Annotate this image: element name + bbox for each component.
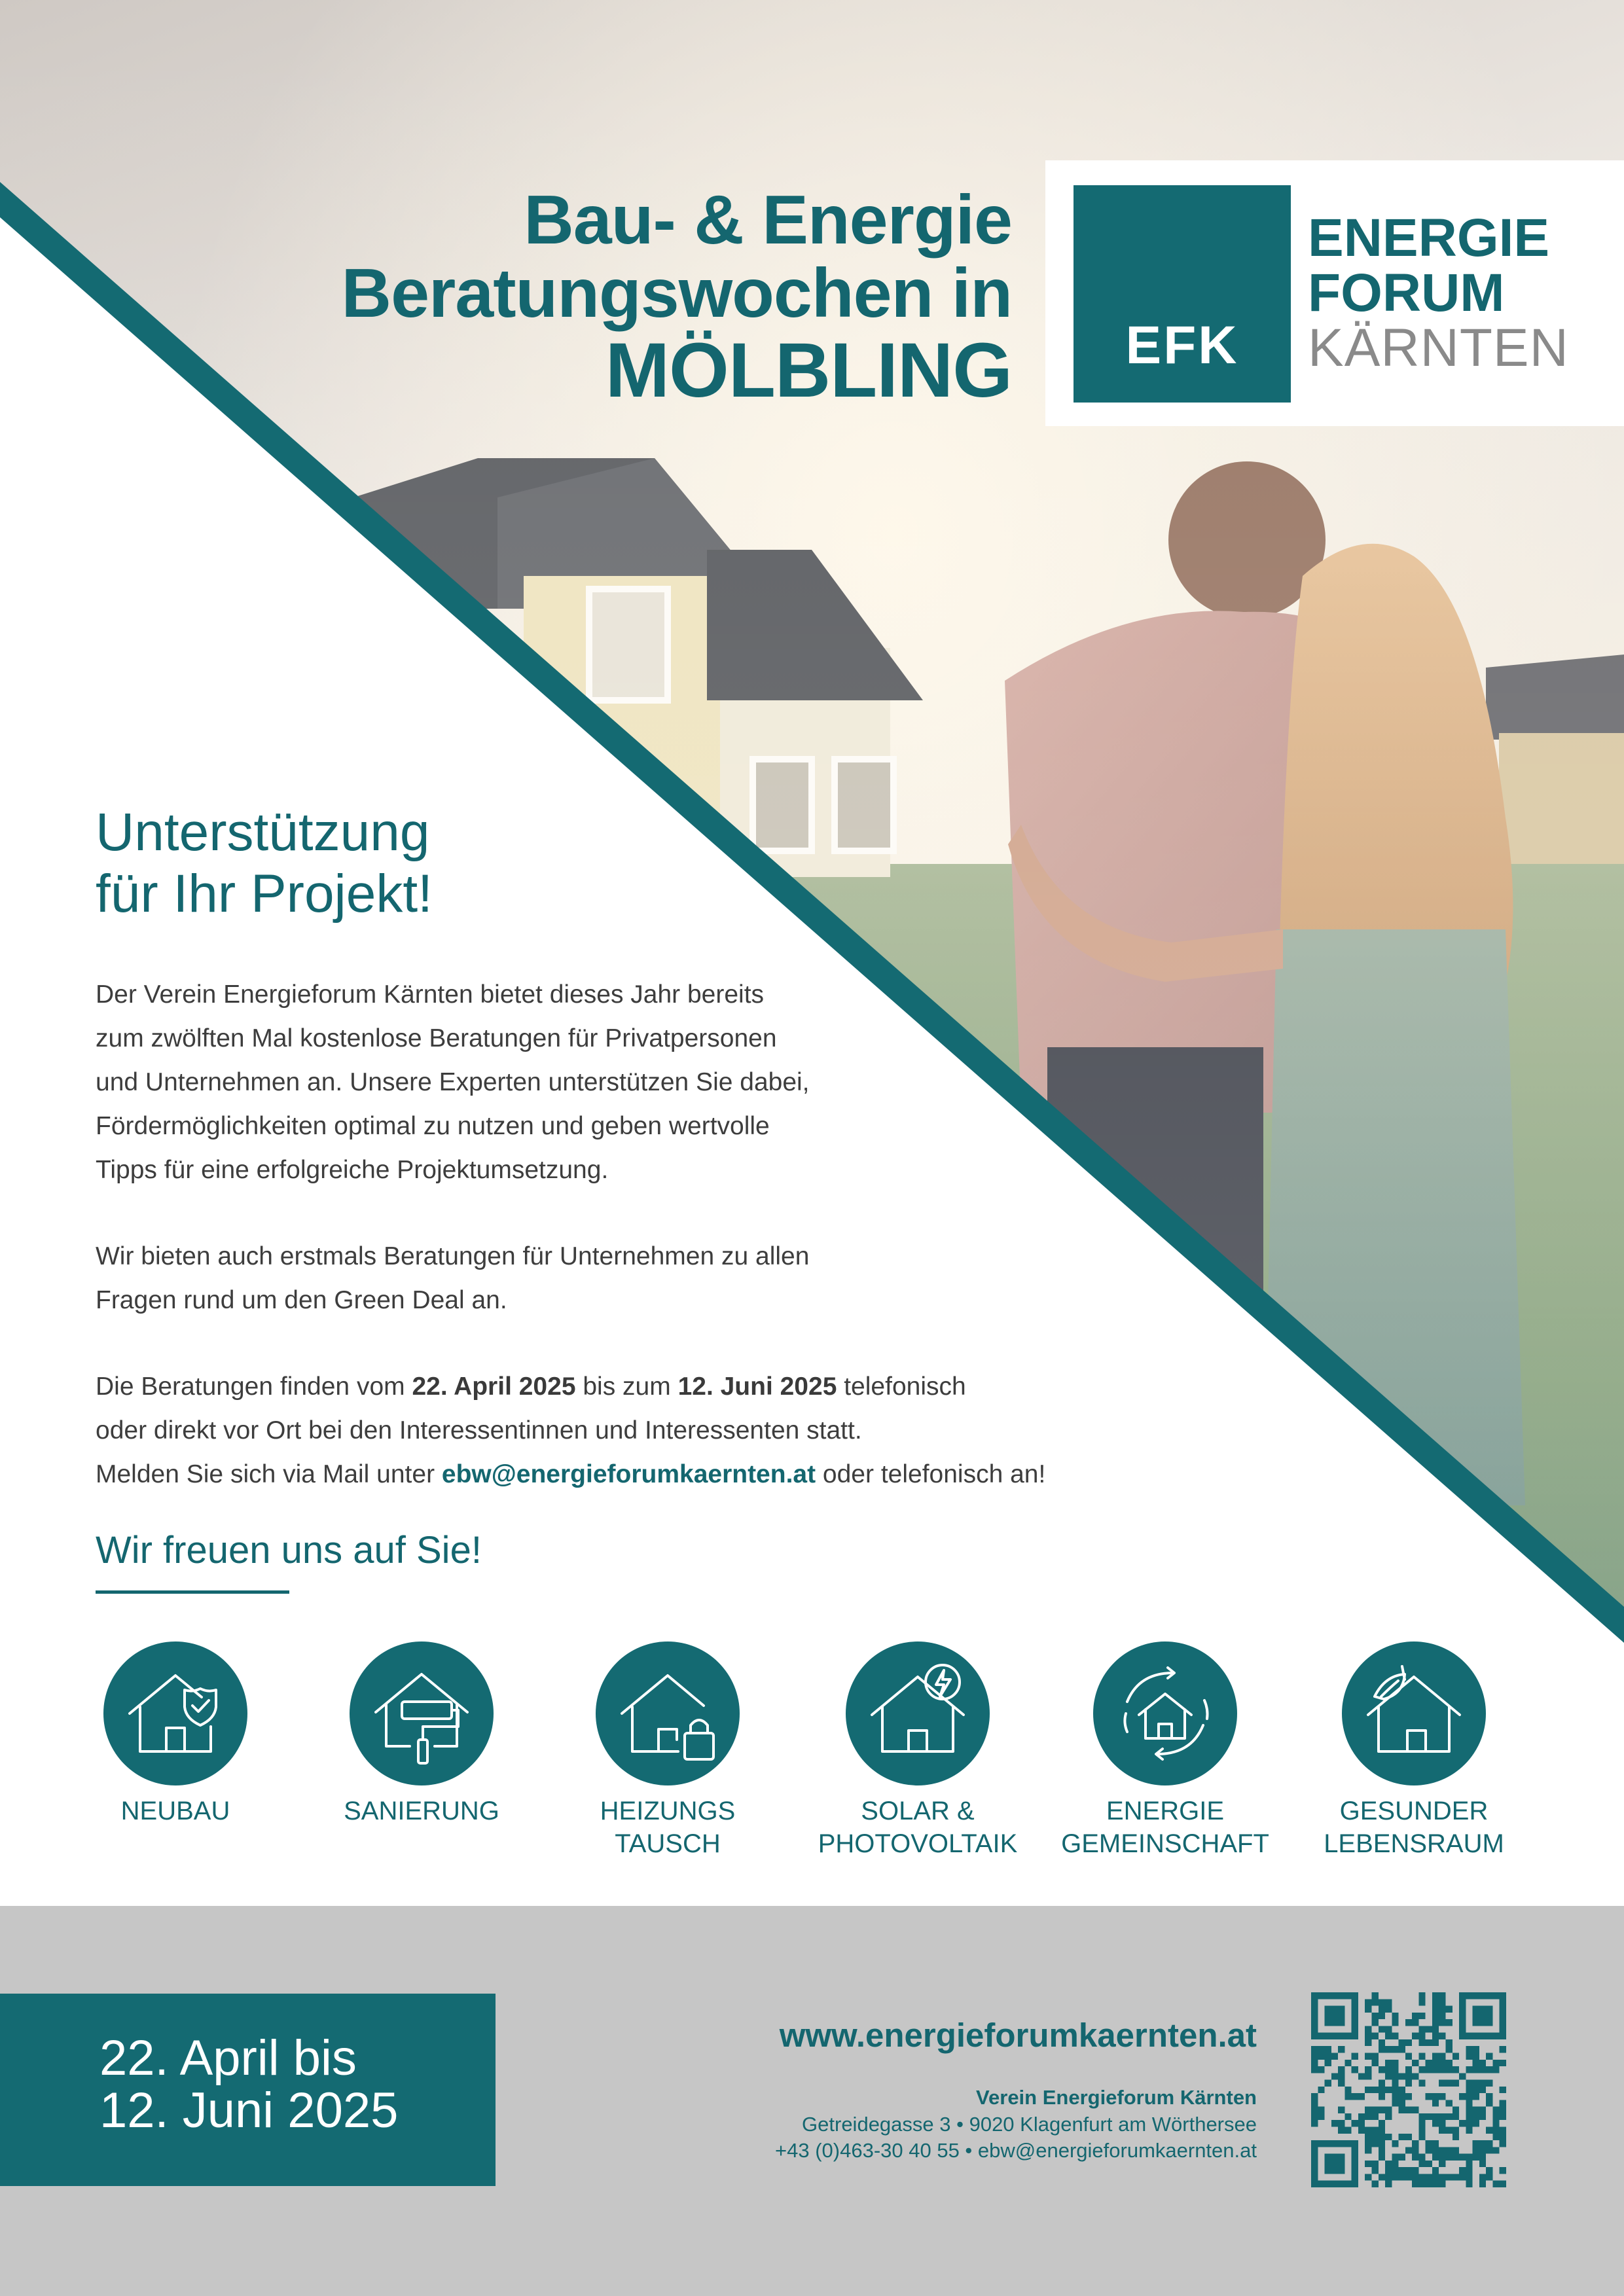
logo-square	[1074, 185, 1291, 403]
logo-word-kaernten: KÄRNTEN	[1308, 318, 1569, 378]
house-shield-icon	[103, 1641, 247, 1785]
org-name: Verein Energieforum Kärnten	[976, 2086, 1257, 2109]
logo-abbr: EFK	[1125, 315, 1239, 375]
business-paragraph	[96, 1234, 809, 1322]
email-link[interactable]: ebw@energieforumkaernten.at	[441, 1460, 816, 1488]
section-heading	[96, 802, 433, 925]
section-heading-line-2: für Ihr Projekt!	[96, 864, 433, 924]
closing-line: Wir freuen uns auf Sie!	[96, 1529, 482, 1571]
house-lock-icon	[596, 1641, 740, 1785]
service-label-solar	[793, 1795, 1042, 1860]
house-cycle-icon	[1093, 1641, 1237, 1785]
end-date: 12. Juni 2025	[677, 1372, 837, 1401]
title-line-2: Beratungswochen in	[341, 255, 1012, 332]
service-label-line: NEUBAU	[120, 1797, 230, 1825]
service-label-lebensraum	[1290, 1795, 1538, 1860]
service-label-heizungstausch	[543, 1795, 792, 1860]
start-date: 22. April 2025	[412, 1372, 576, 1401]
house-lightning-icon	[846, 1641, 990, 1785]
service-label-line: ENERGIE	[1106, 1797, 1225, 1825]
intro-line: Der Verein Energieforum Kärnten bietet dieses Jahr bereits	[96, 980, 765, 1009]
date-line-1: 22. April bis	[99, 2030, 357, 2086]
date-line-2: 12. Juni 2025	[99, 2083, 399, 2138]
text-span: Die Beratungen finden vom	[96, 1372, 412, 1401]
service-label-line: HEIZUNGS	[600, 1797, 736, 1825]
dates-paragraph	[96, 1365, 1045, 1496]
service-label-neubau	[51, 1795, 300, 1827]
text-span: bis zum	[575, 1372, 678, 1401]
service-label-line: GESUNDER	[1339, 1797, 1489, 1825]
section-heading-line-1: Unterstützung	[96, 802, 430, 862]
business-line: Fragen rund um den Green Deal an.	[96, 1286, 507, 1314]
house-leaf-icon	[1342, 1641, 1486, 1785]
business-line: Wir bieten auch erstmals Beratungen für Unternehmen zu allen	[96, 1242, 810, 1270]
logo-word-forum: FORUM	[1308, 263, 1505, 323]
service-label-line: GEMEINSCHAFT	[1061, 1829, 1269, 1858]
house-paint-roller-icon	[350, 1641, 494, 1785]
title-line-3: MÖLBLING	[605, 327, 1012, 414]
service-label-energie	[1041, 1795, 1290, 1860]
intro-line: Fördermöglichkeiten optimal zu nutzen und geben wertvolle	[96, 1112, 770, 1140]
qr-code[interactable]	[1311, 1992, 1506, 2187]
text-span: oder telefonisch an!	[816, 1460, 1046, 1488]
dates-line-3	[96, 1452, 1045, 1496]
date-range	[99, 2032, 398, 2137]
service-label-line: SANIERUNG	[344, 1797, 499, 1825]
service-label-line: LEBENSRAUM	[1324, 1829, 1504, 1858]
dates-line-1	[96, 1365, 1045, 1408]
service-label-line: SOLAR &	[861, 1797, 975, 1825]
service-label-line: PHOTOVOLTAIK	[818, 1829, 1018, 1858]
intro-line: und Unternehmen an. Unsere Experten unterstützen Sie dabei,	[96, 1068, 810, 1096]
dates-line-2: oder direkt vor Ort bei den Interessentinnen und Interessenten statt.	[96, 1416, 862, 1444]
service-label-sanierung	[297, 1795, 546, 1827]
page-title	[341, 181, 1012, 414]
title-line-1: Bau- & Energie	[524, 181, 1012, 259]
service-label-line: TAUSCH	[615, 1829, 721, 1858]
text-span: telefonisch	[837, 1372, 966, 1401]
logo-word-energie: ENERGIE	[1308, 208, 1550, 268]
intro-paragraph	[96, 973, 810, 1192]
intro-line: Tipps für eine erfolgreiche Projektumsetzung.	[96, 1156, 609, 1184]
intro-line: zum zwölften Mal kostenlose Beratungen für Privatpersonen	[96, 1024, 777, 1052]
closing-underline	[96, 1590, 289, 1594]
org-contact: +43 (0)463-30 40 55 • ebw@energieforumkaernten.at	[775, 2139, 1257, 2162]
website-link[interactable]: www.energieforumkaernten.at	[779, 2017, 1257, 2054]
text-span: Melden Sie sich via Mail unter	[96, 1460, 442, 1488]
org-address: Getreidegasse 3 • 9020 Klagenfurt am Wörthersee	[802, 2113, 1257, 2136]
